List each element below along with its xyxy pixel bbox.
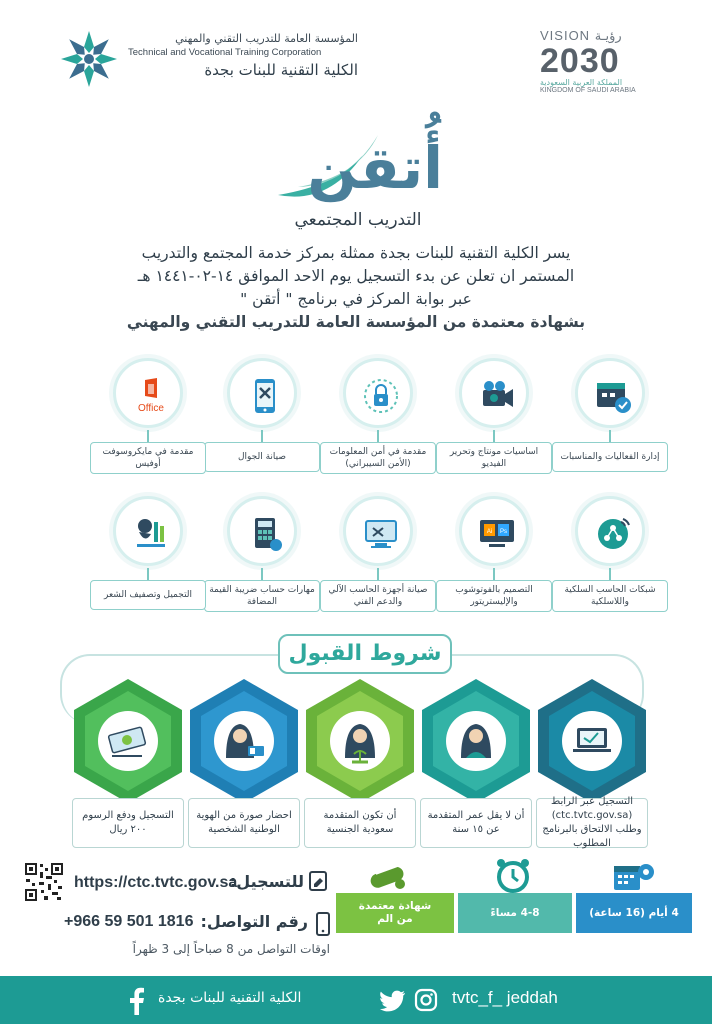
beauty-icon (131, 514, 171, 554)
qr-code-icon[interactable] (24, 862, 64, 902)
facebook-icon[interactable] (128, 987, 146, 1015)
program-card (200, 358, 324, 476)
feature-duration-text: 4 أيام (16 ساعة) (589, 906, 679, 919)
security-lock-icon (361, 376, 401, 416)
condition-text: أن تكون المتقدمة سعودية الجنسية (304, 798, 416, 848)
vat-calculator-icon (245, 514, 285, 554)
design-monitor-icon (477, 514, 517, 554)
ps-icon-text: Ps (499, 529, 508, 535)
network-icon (593, 514, 633, 554)
certificate-icon (366, 862, 410, 892)
conditions-title: شروط القبول (278, 634, 452, 674)
org-name-en: Technical and Vocational Training Corporation (128, 47, 322, 58)
intro-line-2: المستمر ان تعلن عن بدء التسجيل يوم الاحد الموافق ١٤-٠٢-١٤٤١ هـ (137, 267, 575, 285)
program-label: صيانة الجوال (204, 442, 320, 472)
program-card (432, 496, 556, 614)
program-card (316, 496, 440, 614)
register-form-icon (308, 870, 330, 892)
computer-repair-icon (361, 514, 401, 554)
program-card (548, 496, 672, 614)
feature-time (458, 893, 572, 933)
condition-text: أن لا يقل عمر المتقدمة عن ١٥ سنة (420, 798, 532, 848)
feature-certificate (336, 893, 454, 933)
phone-label: رقم التواصل: (200, 912, 308, 931)
feature-duration (576, 893, 692, 933)
condition-hex (184, 676, 304, 806)
program-label: شبكات الحاسب السلكية واللاسلكية (552, 580, 668, 612)
mobile-phone-icon (314, 912, 332, 936)
program-label: إدارة الفعاليات والمناسبات (552, 442, 668, 472)
program-label: مهارات حساب ضريبة القيمة المضافة (204, 580, 320, 612)
register-label: للتسجيل: (229, 872, 304, 891)
program-card (432, 358, 556, 476)
program-card (548, 358, 672, 476)
condition-hex (532, 676, 652, 806)
register-row (24, 862, 334, 902)
twitter-icon[interactable] (380, 990, 406, 1012)
video-camera-icon (477, 376, 517, 416)
vision-2030-logo (540, 28, 670, 108)
phone-number[interactable]: +966 59 501 1816 (64, 913, 194, 930)
program-label: مقدمة في أمن المعلومات (الأمن السيبراني) (320, 442, 436, 474)
calendar-gear-icon (612, 858, 658, 894)
alarm-clock-icon (494, 856, 532, 894)
condition-hex (300, 676, 420, 806)
social-handle[interactable]: tvtc_f_ jeddah (452, 988, 558, 1007)
condition-hex (416, 676, 536, 806)
intro-text (40, 242, 672, 334)
instagram-icon[interactable] (414, 988, 438, 1012)
program-card (86, 496, 210, 614)
phone-row (60, 910, 334, 938)
program-card (316, 358, 440, 476)
office-icon-text: Office (138, 403, 164, 414)
condition-text: التسجيل ودفع الرسوم ٢٠٠ ريال (72, 798, 184, 848)
program-card (86, 358, 210, 476)
college-name: الكلية التقنية للبنات بجدة (204, 61, 358, 79)
footer-college: الكلية التقنية للبنات بجدة (158, 990, 302, 1006)
vision-label: VISION (540, 28, 591, 43)
vision-year: 2030 (540, 42, 620, 80)
atqan-logo-text: أُتقن (307, 134, 443, 202)
vision-ar: رؤيـة (594, 29, 622, 44)
feature-certificate-text: شهادة معتمدة من الم (358, 900, 432, 925)
footer-bar (0, 976, 712, 1024)
program-card (200, 496, 324, 614)
condition-hex (68, 676, 188, 806)
program-label: مقدمة في مايكروسوفت أوفيس (90, 442, 206, 474)
phone-repair-icon (245, 376, 285, 416)
calendar-check-icon (593, 376, 633, 416)
vision-country-ar: المملكة العربية السعودية (540, 78, 623, 87)
condition-text: احضار صورة من الهوية الوطنية الشخصية (188, 798, 300, 848)
contact-hours: اوقات التواصل من 8 صباحاً إلى 3 ظهراً (132, 942, 330, 956)
ai-icon-text: Ai (486, 529, 493, 535)
brand-subtitle: التدريب المجتمعي (294, 210, 422, 230)
org-header (58, 28, 358, 108)
org-name-ar: المؤسسة العامة للتدريب التقني والمهني (175, 32, 358, 45)
register-url[interactable]: https://ctc.tvtc.gov.sa (74, 874, 238, 891)
intro-line-1: يسر الكلية التقنية للبنات بجدة ممثلة بمركز خدمة المجتمع والتدريب (141, 244, 571, 262)
program-label: صيانة أجهزة الحاسب الآلي والدعم الفني (320, 580, 436, 612)
office-icon (131, 376, 171, 416)
vision-country-en: KINGDOM OF SAUDI ARABIA (540, 87, 636, 94)
intro-line-4: بشهادة معتمدة من المؤسسة العامة للتدريب التقني والمهني (126, 313, 586, 331)
condition-text: التسجيل عبر الرابط (ctc.tvtc.gov.sa) وطلب الالتحاق بالبرنامج المطلوب (536, 798, 648, 848)
program-label: اساسيات مونتاج وتحرير الفيديو (436, 442, 552, 474)
program-label: التصميم بالفوتوشوب والإليستريتور (436, 580, 552, 612)
atqan-logo (268, 115, 448, 210)
intro-line-3: عبر بوابة المركز في برنامج " أتقن " (240, 290, 472, 308)
feature-time-text: 4-8 مساءً (490, 906, 540, 919)
program-label: التجميل وتصفيف الشعر (90, 580, 206, 610)
tvtc-logo-icon (58, 28, 120, 90)
